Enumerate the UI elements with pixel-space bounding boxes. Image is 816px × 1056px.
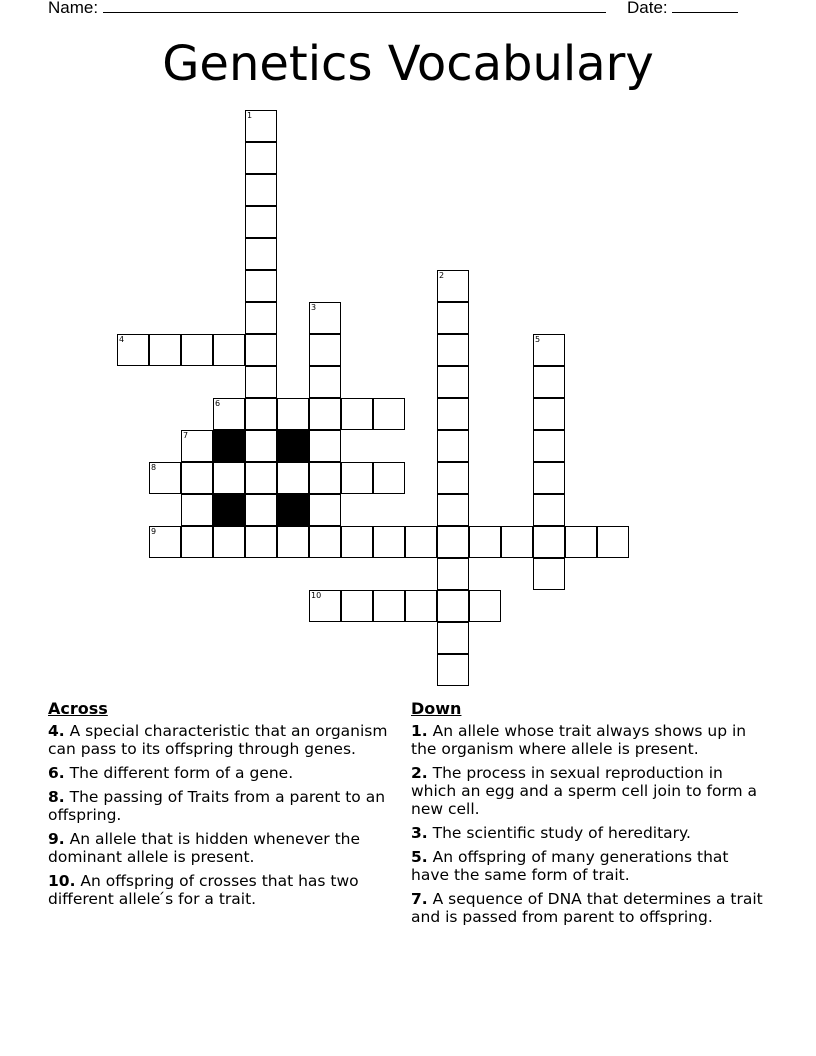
grid-cell[interactable] — [565, 526, 597, 558]
clue-text: The process in sexual reproduction in which an egg and a sperm cell join to form a new cell. — [411, 764, 758, 818]
grid-cell[interactable] — [341, 590, 373, 622]
grid-cell[interactable] — [245, 142, 277, 174]
black-square — [213, 430, 245, 462]
clue-text: A sequence of DNA that determines a trait and is passed from parent to offspring. — [411, 890, 763, 926]
grid-cell[interactable] — [437, 462, 469, 494]
across-clue — [48, 830, 393, 866]
clue-number: 1 — [247, 111, 253, 120]
clue-number: 7. — [411, 890, 428, 908]
grid-cell[interactable] — [245, 494, 277, 526]
grid-cell[interactable] — [245, 206, 277, 238]
clue-number: 9 — [151, 527, 157, 536]
grid-cell[interactable] — [309, 398, 341, 430]
clue-number: 4. — [48, 722, 65, 740]
grid-cell[interactable] — [213, 526, 245, 558]
grid-cell[interactable] — [117, 334, 149, 366]
grid-cell[interactable] — [245, 398, 277, 430]
grid-cell[interactable] — [373, 462, 405, 494]
grid-cell[interactable] — [437, 558, 469, 590]
grid-cell[interactable] — [309, 302, 341, 334]
grid-cell[interactable] — [437, 366, 469, 398]
grid-cell[interactable] — [437, 334, 469, 366]
name-label: Name: — [48, 0, 99, 17]
clue-number: 9. — [48, 830, 65, 848]
grid-cell[interactable] — [437, 430, 469, 462]
grid-cell[interactable] — [341, 526, 373, 558]
clue-number: 6. — [48, 764, 65, 782]
grid-cell[interactable] — [245, 174, 277, 206]
grid-cell[interactable] — [277, 398, 309, 430]
grid-cell[interactable] — [437, 270, 469, 302]
grid-cell[interactable] — [245, 110, 277, 142]
grid-cell[interactable] — [181, 430, 213, 462]
clue-number: 8 — [151, 463, 157, 472]
across-heading: Across — [48, 699, 108, 718]
grid-cell[interactable] — [597, 526, 629, 558]
grid-cell[interactable] — [181, 526, 213, 558]
grid-cell[interactable] — [245, 270, 277, 302]
clue-number: 1. — [411, 722, 428, 740]
grid-cell[interactable] — [533, 430, 565, 462]
grid-cell[interactable] — [213, 398, 245, 430]
grid-cell[interactable] — [309, 590, 341, 622]
down-clue — [411, 722, 771, 758]
date-label: Date: — [627, 0, 668, 17]
grid-cell[interactable] — [533, 558, 565, 590]
clue-number: 3 — [311, 303, 317, 312]
down-clue — [411, 890, 771, 926]
clue-text: The passing of Traits from a parent to an offspring. — [48, 788, 386, 824]
clue-text: The different form of a gene. — [64, 764, 294, 782]
clue-number: 7 — [183, 431, 189, 440]
grid-cell[interactable] — [437, 622, 469, 654]
grid-cell[interactable] — [533, 334, 565, 366]
grid-cell[interactable] — [373, 590, 405, 622]
across-clue — [48, 872, 393, 908]
grid-cell[interactable] — [533, 398, 565, 430]
grid-cell[interactable] — [309, 526, 341, 558]
down-clue — [411, 824, 771, 842]
clue-text: A special characteristic that an organism can pass to its offspring through genes. — [48, 722, 388, 758]
grid-cell[interactable] — [469, 526, 501, 558]
grid-cell[interactable] — [149, 526, 181, 558]
grid-cell[interactable] — [181, 462, 213, 494]
grid-cell[interactable] — [181, 334, 213, 366]
grid-cell[interactable] — [405, 590, 437, 622]
grid-cell[interactable] — [277, 526, 309, 558]
across-clue — [48, 722, 393, 758]
across-clue — [48, 764, 393, 782]
grid-cell[interactable] — [437, 526, 469, 558]
clue-number: 10 — [311, 591, 322, 600]
grid-cell[interactable] — [501, 526, 533, 558]
across-clue-list — [48, 722, 393, 908]
grid-cell[interactable] — [341, 398, 373, 430]
across-clues — [48, 700, 393, 914]
page-title: Genetics Vocabulary — [162, 36, 654, 92]
clue-number: 2 — [439, 271, 445, 280]
down-clues — [411, 700, 771, 932]
black-square — [277, 494, 309, 526]
grid-cell[interactable] — [277, 462, 309, 494]
grid-cell[interactable] — [373, 526, 405, 558]
grid-cell[interactable] — [245, 526, 277, 558]
grid-cell[interactable] — [149, 462, 181, 494]
clue-number: 8. — [48, 788, 65, 806]
grid-cell[interactable] — [245, 430, 277, 462]
grid-cell[interactable] — [309, 334, 341, 366]
down-clue — [411, 848, 771, 884]
grid-cell[interactable] — [437, 302, 469, 334]
grid-cell[interactable] — [437, 494, 469, 526]
grid-cell[interactable] — [245, 334, 277, 366]
grid-cell[interactable] — [405, 526, 437, 558]
clue-text: An offspring of many generations that have the same form of trait. — [411, 848, 729, 884]
grid-cell[interactable] — [437, 398, 469, 430]
grid-cell[interactable] — [533, 494, 565, 526]
down-heading: Down — [411, 699, 462, 718]
clue-number: 10. — [48, 872, 76, 890]
grid-cell[interactable] — [309, 430, 341, 462]
clue-text: An allele that is hidden whenever the dominant allele is present. — [48, 830, 361, 866]
clue-number: 5 — [535, 335, 541, 344]
grid-cell[interactable] — [213, 334, 245, 366]
grid-cell[interactable] — [245, 462, 277, 494]
grid-cell[interactable] — [213, 462, 245, 494]
black-square — [277, 430, 309, 462]
down-clue — [411, 764, 771, 818]
clue-text: An offspring of crosses that has two different allele ́s for a trait. — [48, 872, 359, 908]
grid-cell[interactable] — [469, 590, 501, 622]
grid-cell[interactable] — [309, 366, 341, 398]
clue-number: 5. — [411, 848, 428, 866]
clue-number: 2. — [411, 764, 428, 782]
grid-cell[interactable] — [533, 526, 565, 558]
black-square — [213, 494, 245, 526]
clue-text: An allele whose trait always shows up in the organism where allele is present. — [411, 722, 747, 758]
clue-number: 4 — [119, 335, 125, 344]
grid-cell[interactable] — [373, 398, 405, 430]
grid-cell[interactable] — [181, 494, 213, 526]
clue-number: 3. — [411, 824, 428, 842]
grid-cell[interactable] — [309, 462, 341, 494]
grid-cell[interactable] — [437, 654, 469, 686]
grid-cell[interactable] — [149, 334, 181, 366]
down-clue-list — [411, 722, 771, 926]
grid-cell[interactable] — [437, 590, 469, 622]
clue-text: The scientific study of hereditary. — [427, 824, 691, 842]
grid-cell[interactable] — [533, 366, 565, 398]
grid-cell[interactable] — [533, 462, 565, 494]
grid-cell[interactable] — [245, 238, 277, 270]
grid-cell[interactable] — [341, 462, 373, 494]
grid-cell[interactable] — [309, 494, 341, 526]
across-clue — [48, 788, 393, 824]
grid-cell[interactable] — [245, 366, 277, 398]
grid-cell[interactable] — [245, 302, 277, 334]
clue-number: 6 — [215, 399, 221, 408]
